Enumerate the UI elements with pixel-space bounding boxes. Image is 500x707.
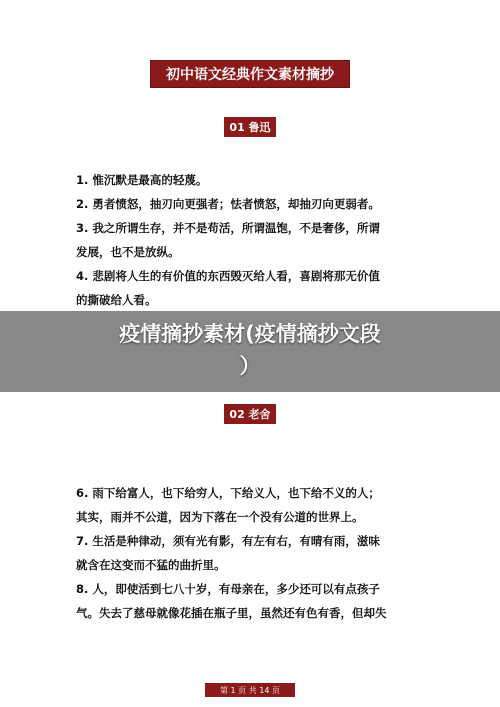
document-title: 初中语文经典作文素材摘抄 — [150, 60, 350, 88]
text-line: 2. 勇者愤怒，抽刃向更强者；怯者愤怒，却抽刃向更弱者。 — [76, 197, 380, 211]
overlay-title-line-1: 疫情摘抄素材(疫情摘抄文段 — [119, 322, 381, 346]
text-line: 其实，雨并不公道，因为下落在一个没有公道的世界上。 — [76, 510, 364, 524]
overlay-title-line-2: ） — [239, 354, 261, 378]
text-line: 8. 人，即使活到七八十岁，有母亲在，多少还可以有点孩子 — [76, 582, 380, 596]
text-line: 的撕破给人看。 — [76, 293, 157, 307]
section-2-text — [76, 481, 436, 625]
section-badge-lao-she: 02 老舍 — [224, 404, 276, 424]
page-indicator: 第 1 页 共 14 页 — [205, 683, 295, 697]
text-line: 4. 悲剧将人生的有价值的东西毁灭给人看，喜剧将那无价值 — [76, 269, 380, 283]
overlay-title — [70, 318, 430, 382]
section-1-text — [76, 168, 436, 312]
text-line: 就含在这变而不猛的曲折里。 — [76, 558, 226, 572]
section-badge-lu-xun: 01 鲁迅 — [224, 117, 276, 137]
text-line: 发展，也不是放纵。 — [76, 245, 180, 259]
text-line: 3. 我之所谓生存，并不是苟活，所谓温饱，不是奢侈，所谓 — [76, 221, 380, 235]
text-line: 6. 雨下给富人，也下给穷人，下给义人，也下给不义的人； — [76, 486, 380, 500]
text-line: 气。失去了慈母就像花插在瓶子里，虽然还有色有香，但却失 — [76, 606, 387, 620]
text-line: 1. 惟沉默是最高的轻蔑。 — [76, 173, 208, 187]
text-line: 7. 生活是种律动，须有光有影，有左有右，有晴有雨，滋味 — [76, 534, 380, 548]
